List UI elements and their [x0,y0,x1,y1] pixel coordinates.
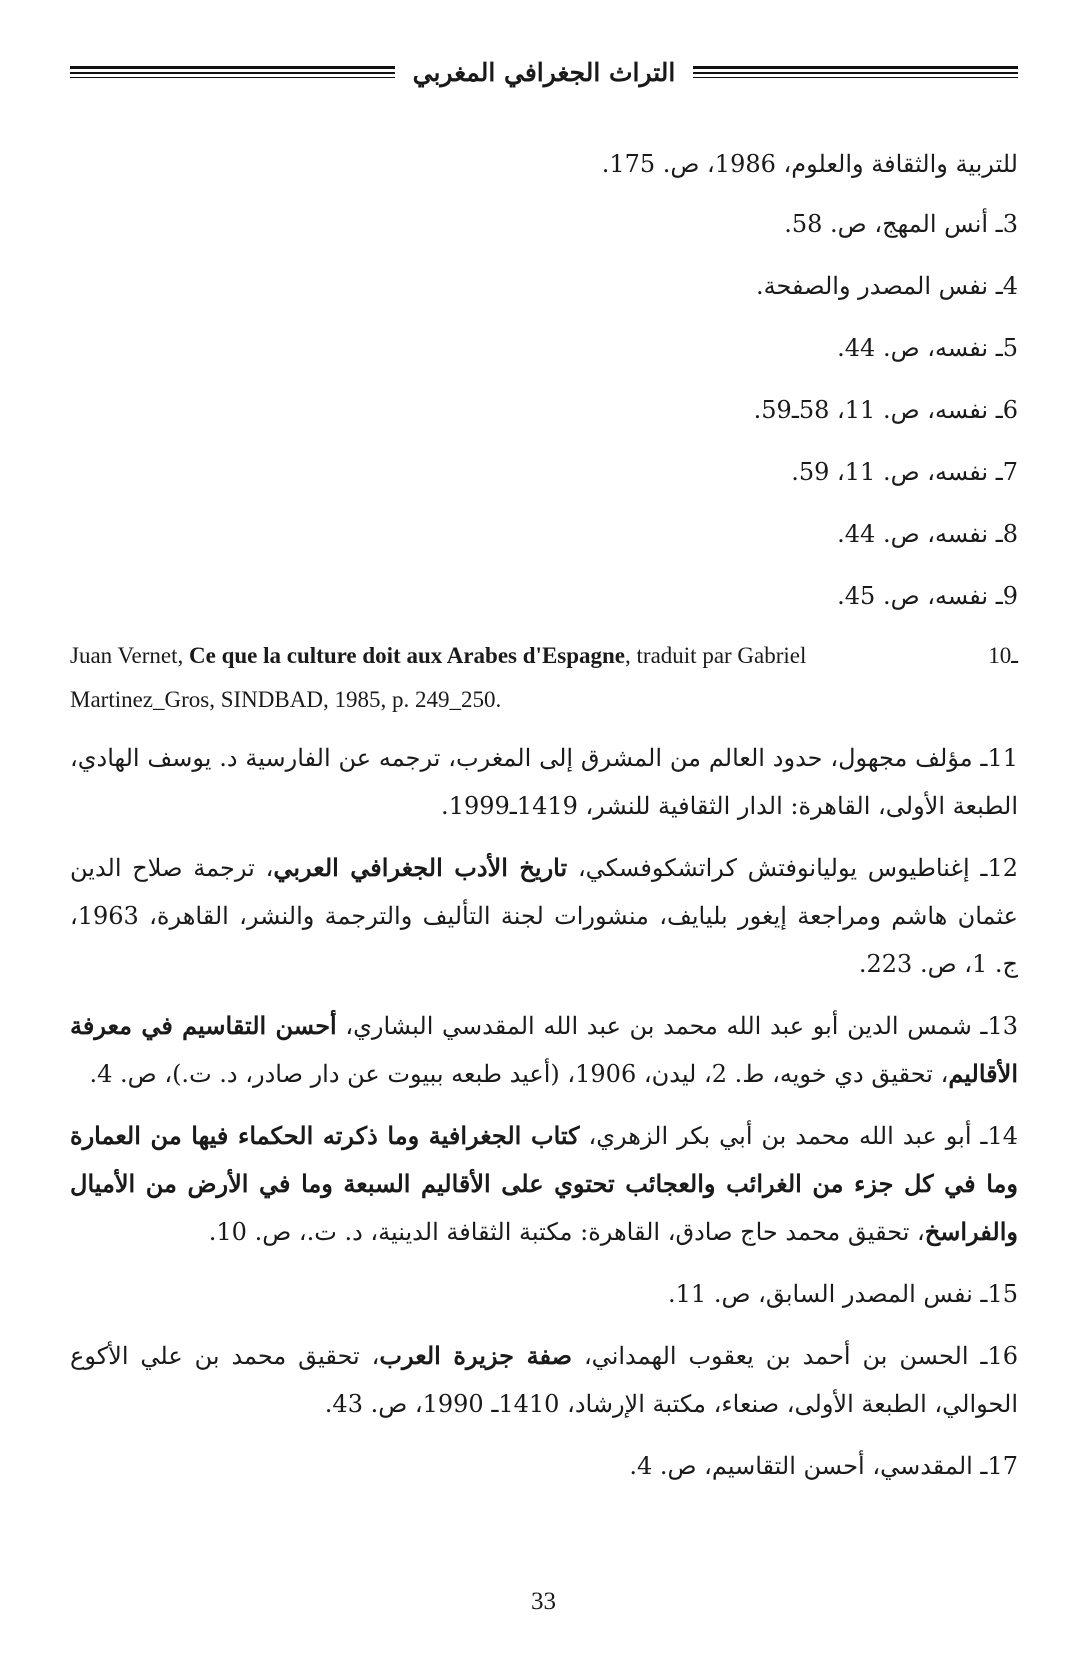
note-12-author: 12ـ إغناطيوس يوليانوفتش كراتشكوفسكي، [567,854,1018,882]
note-9: 9ـ نفسه، ص. 45. [837,582,1018,610]
note-14-details: ، تحقيق محمد حاج صادق، القاهرة: مكتبة الثقافة الدينية، د. ت.، ص. 10. [208,1218,925,1246]
note-10-title: Ce que la culture doit aux Arabes d'Espagne [189,643,626,668]
note-10-line2: Martinez_Gros, SINDBAD, 1985, p. 249_250. [70,687,502,712]
note-10-number: ـ10 [988,643,1018,668]
page-number: 33 [531,1588,556,1615]
note-16 [70,1332,1018,1428]
note-11: 11ـ مؤلف مجهول، حدود العالم من المشرق إلى المغرب، ترجمه عن الفارسية د. يوسف الهادي، الطبعة الأولى، القاهرة: الدار الثقافية للنشر، 1419ـ1999. [70,744,1018,820]
note-13-details: ، تحقيق دي خويه، ط. 2، ليدن، 1906، (أعيد طبعه ببيوت عن دار صادر، د. ت.)، ص. 4. [89,1060,949,1088]
note-4: 4ـ نفس المصدر والصفحة. [756,272,1018,300]
note-16-title: صفة جزيرة العرب [379,1341,573,1370]
note-12-details: ، ترجمة صلاح الدين عثمان هاشم ومراجعة إيغور بليايف، منشورات لجنة التأليف والترجمة والنشر، القاهرة، 1963، ج. 1، ص. 223. [70,854,1018,978]
note-16-details: ، تحقيق محمد بن علي الأكوع الحوالي، الطبعة الأولى، صنعاء، مكتبة الإرشاد، 1410ـ 1990، ص. 43. [70,1342,1018,1418]
note-10-rest: , traduit par Gabriel [625,643,807,668]
note-10-author: Juan Vernet, [70,643,190,668]
note-12 [70,844,1018,988]
note-12-title: تاريخ الأدب الجغرافي العربي [273,853,568,882]
note-2-continuation: للتربية والثقافة والعلوم، 1986، ص. 175. [601,150,1018,178]
note-13-title: أحسن التقاسيم في معرفة الأقاليم [70,1011,1018,1088]
note-13 [70,1002,1018,1098]
note-10 [70,634,1018,722]
header-rule-left [70,66,395,78]
note-17: 17ـ المقدسي، أحسن التقاسيم، ص. 4. [629,1452,1018,1480]
note-5: 5ـ نفسه، ص. 44. [837,334,1018,362]
note-10-citation [70,634,806,678]
endnotes [70,140,1018,1504]
note-15: 15ـ نفس المصدر السابق، ص. 11. [668,1280,1018,1308]
note-13-author: 13ـ شمس الدين أبو عبد الله محمد بن عبد الله المقدسي البشاري، [336,1012,1018,1040]
running-header [70,52,1018,92]
note-14-author: 14ـ أبو عبد الله محمد بن أبي بكر الزهري، [579,1122,1019,1150]
note-8: 8ـ نفسه، ص. 44. [837,520,1018,548]
note-16-author: 16ـ الحسن بن أحمد بن يعقوب الهمداني، [572,1342,1018,1370]
header-rule-right [693,66,1018,78]
header-title: التراث الجغرافي المغربي [412,57,676,87]
note-7: 7ـ نفسه، ص. 11، 59. [791,458,1018,486]
note-3: 3ـ أنس المهج، ص. 58. [784,210,1018,238]
note-6: 6ـ نفسه، ص. 11، 58ـ59. [753,396,1018,424]
note-14 [70,1112,1018,1256]
note-14-title: كتاب الجغرافية وما ذكرته الحكماء فيها من العمارة وما في كل جزء من الغرائب والعجائب تحتوي على الأقاليم السبعة وما في الأرض من الأميال والفراسخ [70,1121,1018,1246]
